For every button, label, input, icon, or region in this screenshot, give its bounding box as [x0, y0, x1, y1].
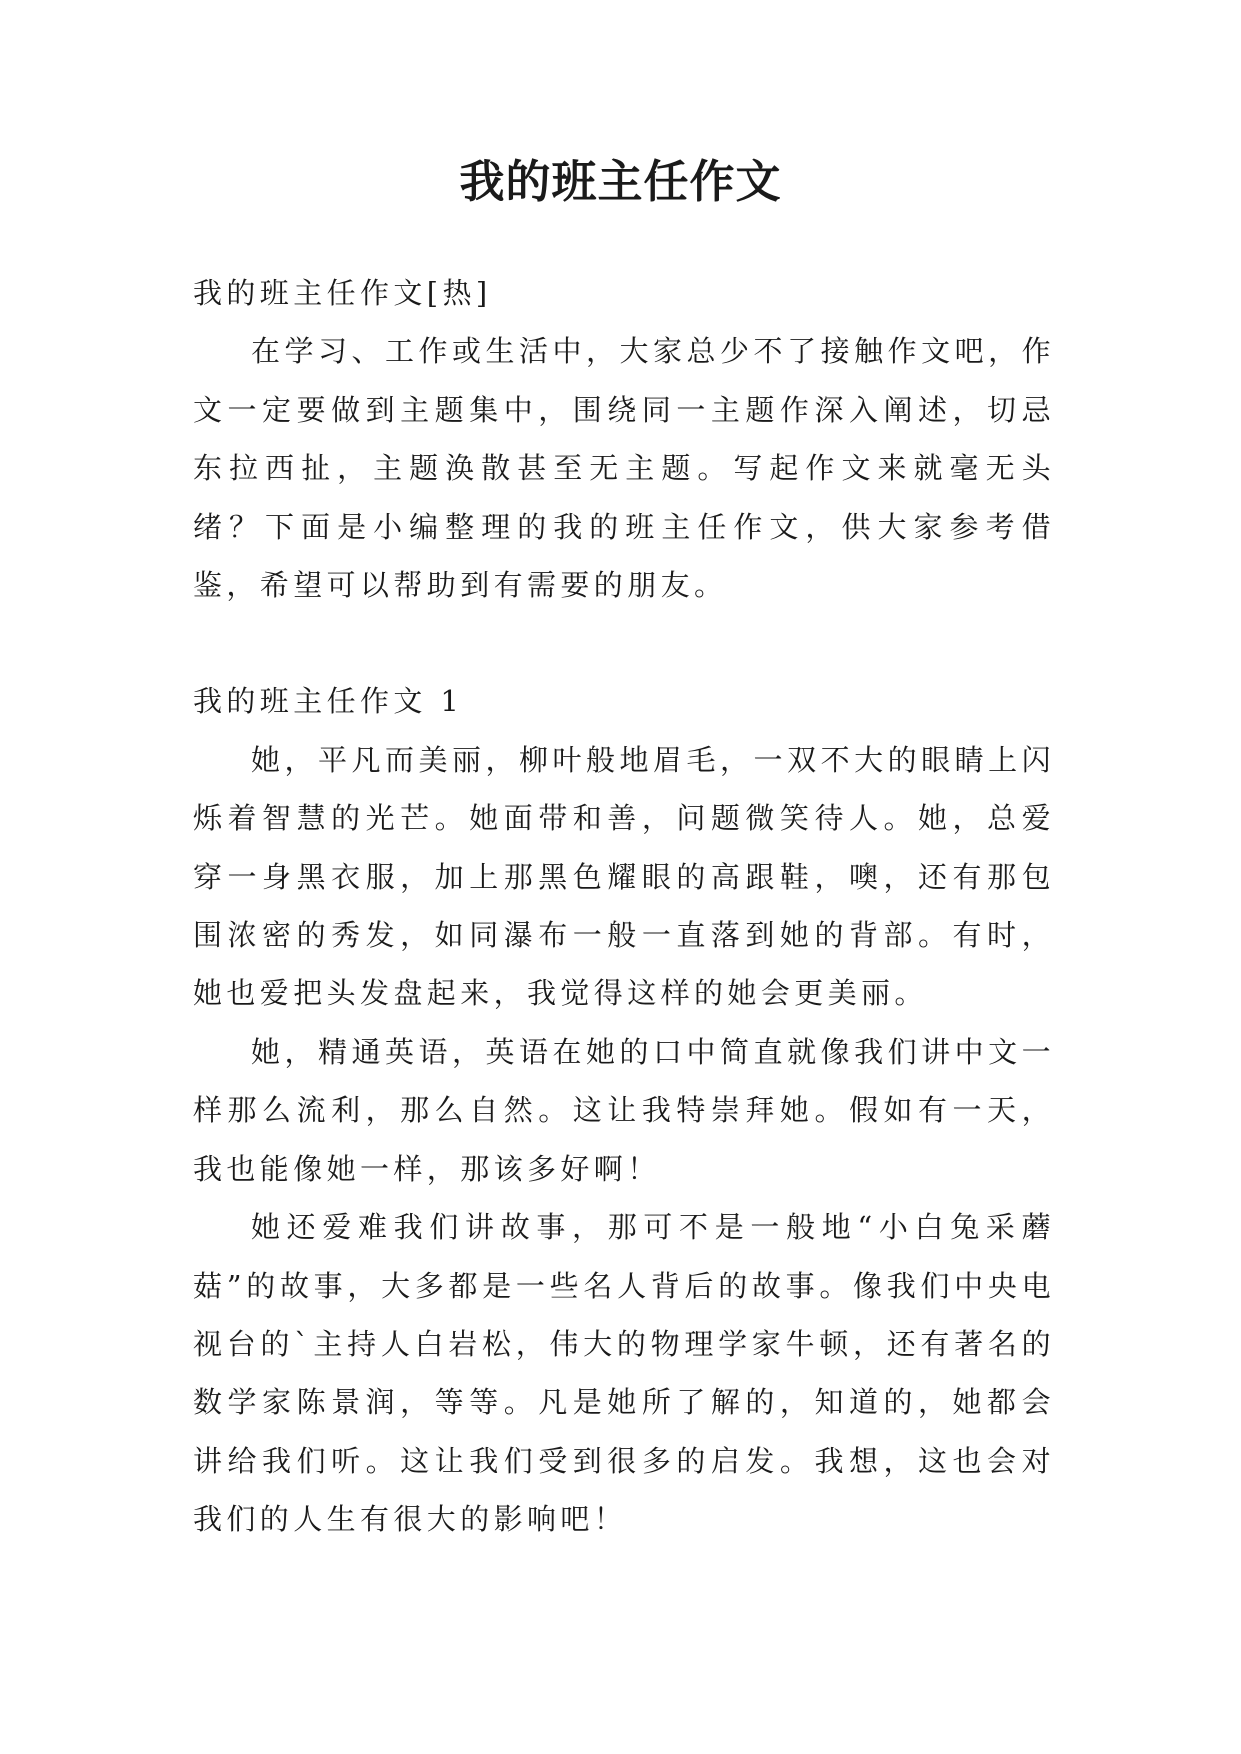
body-paragraph: 她还爱难我们讲故事，那可不是一般地“小白兔采蘑菇”的故事，大多都是一些名人背后的故事。像我们中央电视台的`主持人白岩松，伟大的物理学家牛顿，还有著名的数学家陈景润，等等。凡是她所了解的，知道的，她都会讲给我们听。这让我们受到很多的启发。我想，这也会对我们的人生有很大的影响吧！ — [193, 1210, 1055, 1537]
body-paragraph: 她，精通英语，英语在她的口中简直就像我们讲中文一样那么流利，那么自然。这让我特崇拜她。假如有一天，我也能像她一样，那该多好啊！ — [193, 1034, 1055, 1186]
intro-paragraph: 在学习、工作或生活中，大家总少不了接触作文吧，作文一定要做到主题集中，围绕同一主题作深入阐述，切忌东拉西扯，主题涣散甚至无主题。写起作文来就毫无头绪？下面是小编整理的我的班主任作文，供大家参考借鉴，希望可以帮助到有需要的朋友。 — [193, 334, 1055, 603]
intro-heading: 我的班主任作文[热] — [193, 276, 492, 310]
section-heading: 我的班主任作文 1 — [193, 684, 464, 719]
document-title: 我的班主任作文 — [459, 155, 782, 208]
document-body — [193, 264, 1055, 1549]
body-paragraph: 她，平凡而美丽，柳叶般地眉毛，一双不大的眼睛上闪烁着智慧的光芒。她面带和善，问题微笑待人。她，总爱穿一身黑衣服，加上那黑色耀眼的高跟鞋，噢，还有那包围浓密的秀发，如同瀑布一般一直落到她的背部。有时，她也爱把头发盘起来，我觉得这样的她会更美丽。 — [193, 742, 1055, 1011]
